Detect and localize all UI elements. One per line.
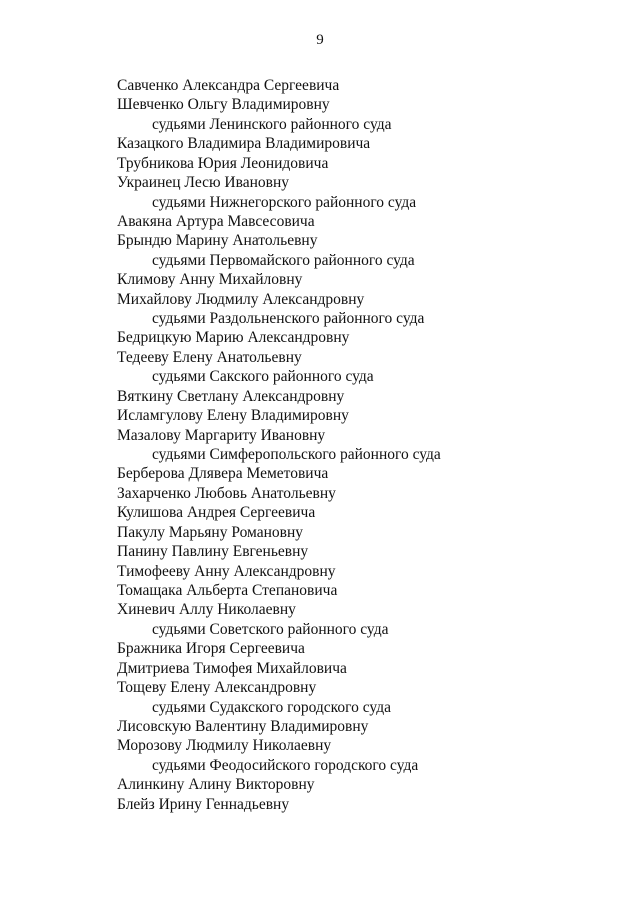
judge-name: Вяткину Светлану Александровну: [117, 387, 345, 405]
judge-name: Томащака Альберта Степановича: [117, 581, 338, 599]
judge-name: Михайлову Людмилу Александровну: [117, 290, 365, 308]
court-heading: судьями Феодосийского городского суда: [152, 756, 419, 774]
judge-name: Казацкого Владимира Владимировича: [117, 135, 371, 153]
judge-name: Пакулу Марьяну Романовну: [117, 523, 304, 541]
page-number: 9: [316, 32, 324, 48]
judge-name: Исламгулову Елену Владимировну: [117, 407, 349, 425]
court-heading: судьями Ленинского районного суда: [152, 115, 392, 133]
judge-name: Дмитриева Тимофея Михайловича: [117, 659, 347, 677]
judge-name: Тимофееву Анну Александровну: [117, 562, 336, 580]
court-heading: судьями Раздольненского районного суда: [152, 310, 425, 328]
court-heading: судьями Советского районного суда: [152, 620, 389, 638]
judge-name: Тощеву Елену Александровну: [117, 679, 317, 697]
judge-name: Тедееву Елену Анатольевну: [117, 348, 302, 366]
judge-name: Хиневич Аллу Николаевну: [117, 601, 296, 619]
appointment-list: [0, 76, 640, 814]
judge-name: Блейз Ирину Геннадьевну: [117, 795, 290, 813]
judge-name: Савченко Александра Сергеевича: [117, 77, 340, 94]
judge-name: Морозову Людмилу Николаевну: [117, 737, 332, 755]
judge-name: Шевченко Ольгу Владимировну: [117, 96, 330, 114]
judge-name: Лисовскую Валентину Владимировну: [117, 717, 369, 735]
court-heading: судьями Симферопольского районного суда: [152, 446, 441, 464]
judge-name: Бражника Игоря Сергеевича: [117, 640, 305, 658]
judge-name: Мазалову Маргариту Ивановну: [117, 426, 326, 444]
judge-name: Кулишова Андрея Сергеевича: [117, 504, 316, 522]
court-heading: судьями Судакского городского суда: [152, 698, 391, 716]
judge-name: Брындю Марину Анатольевну: [117, 232, 318, 250]
judge-name: Трубникова Юрия Леонидовича: [117, 154, 329, 172]
court-heading: судьями Нижнегорского районного суда: [152, 193, 417, 211]
judge-name: Алинкину Алину Викторовну: [117, 776, 315, 794]
court-heading: судьями Сакского районного суда: [152, 368, 374, 386]
judge-name: Климову Анну Михайловну: [117, 271, 303, 289]
court-heading: судьями Первомайского районного суда: [152, 251, 415, 269]
judge-name: Украинец Лесю Ивановну: [117, 174, 290, 192]
judge-name: Панину Павлину Евгеньевну: [117, 543, 309, 561]
judge-name: Авакяна Артура Мавсесовича: [117, 212, 315, 230]
judge-name: Захарченко Любовь Анатольевну: [117, 484, 336, 502]
judge-name: Берберова Длявера Меметовича: [117, 465, 329, 483]
judge-name: Бедрицкую Марию Александровну: [117, 329, 350, 347]
